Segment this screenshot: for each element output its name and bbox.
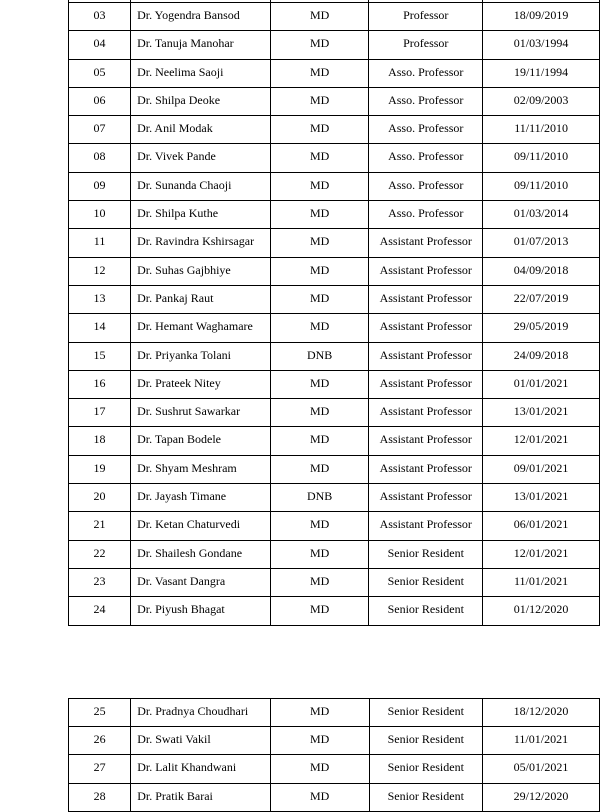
table-row: [69, 727, 600, 755]
table-row: [69, 755, 600, 783]
name-cell: Dr. Lalit Khandwani: [131, 755, 271, 783]
designation-cell: Senior Resident: [369, 699, 482, 727]
table-row: [69, 783, 600, 811]
date-cell: 18/09/2019: [483, 3, 600, 31]
date-cell: 05/01/2021: [482, 755, 599, 783]
name-cell: Dr. Sunanda Chaoji: [131, 172, 271, 200]
table-row: [69, 31, 600, 59]
degree-cell: MD: [270, 116, 369, 144]
serial-number-cell: 07: [69, 116, 131, 144]
degree-cell: MD: [270, 512, 369, 540]
degree-cell: MD: [270, 314, 369, 342]
serial-number-cell: 05: [69, 59, 131, 87]
table-row: [69, 568, 600, 596]
table-row: [69, 540, 600, 568]
serial-number-cell: 08: [69, 144, 131, 172]
degree-cell: MD: [270, 370, 369, 398]
degree-cell: MD: [270, 597, 369, 625]
serial-number-cell: 28: [69, 783, 131, 811]
serial-number-cell: 23: [69, 568, 131, 596]
serial-number-cell: 19: [69, 455, 131, 483]
name-cell: Dr. Yogendra Bansod: [131, 3, 271, 31]
date-cell: 13/01/2021: [483, 484, 600, 512]
degree-cell: MD: [270, 229, 369, 257]
designation-cell: Assistant Professor: [369, 399, 483, 427]
date-cell: 09/11/2010: [483, 144, 600, 172]
name-cell: Dr. Shyam Meshram: [131, 455, 271, 483]
table-row: [69, 87, 600, 115]
name-cell: Dr. Shilpa Deoke: [131, 87, 271, 115]
date-cell: 09/01/2021: [483, 455, 600, 483]
degree-cell: MD: [270, 3, 369, 31]
serial-number-cell: 17: [69, 399, 131, 427]
table-row: [69, 229, 600, 257]
serial-number-cell: 18: [69, 427, 131, 455]
name-cell: Dr. Ravindra Kshirsagar: [131, 229, 271, 257]
name-cell: Dr. Priyanka Tolani: [131, 342, 271, 370]
degree-cell: MD: [270, 172, 369, 200]
degree-cell: MD: [270, 783, 369, 811]
date-cell: 01/12/2020: [483, 597, 600, 625]
serial-number-cell: 25: [69, 699, 131, 727]
designation-cell: Assistant Professor: [369, 370, 483, 398]
name-cell: Dr. Prateek Nitey: [131, 370, 271, 398]
designation-cell: Assistant Professor: [369, 285, 483, 313]
date-cell: 29/12/2020: [482, 783, 599, 811]
designation-cell: Assistant Professor: [369, 257, 483, 285]
name-cell: Dr. Tanuja Manohar: [131, 31, 271, 59]
table-row: [69, 3, 600, 31]
name-cell: Dr. Pratik Barai: [131, 783, 271, 811]
date-cell: 11/01/2021: [482, 727, 599, 755]
degree-cell: MD: [270, 568, 369, 596]
table-row: [69, 484, 600, 512]
name-cell: Dr. Jayash Timane: [131, 484, 271, 512]
name-cell: Dr. Ketan Chaturvedi: [131, 512, 271, 540]
designation-cell: Senior Resident: [369, 755, 482, 783]
serial-number-cell: 12: [69, 257, 131, 285]
designation-cell: Asso. Professor: [369, 201, 483, 229]
date-cell: 11/11/2010: [483, 116, 600, 144]
designation-cell: Asso. Professor: [369, 172, 483, 200]
name-cell: Dr. Anil Modak: [131, 116, 271, 144]
degree-cell: MD: [270, 727, 369, 755]
name-cell: Dr. Suhas Gajbhiye: [131, 257, 271, 285]
date-cell: 19/11/1994: [483, 59, 600, 87]
table-row: [69, 370, 600, 398]
serial-number-cell: 06: [69, 87, 131, 115]
degree-cell: MD: [270, 201, 369, 229]
designation-cell: Assistant Professor: [369, 314, 483, 342]
table-row: [69, 144, 600, 172]
date-cell: 12/01/2021: [483, 540, 600, 568]
degree-cell: DNB: [270, 484, 369, 512]
serial-number-cell: 26: [69, 727, 131, 755]
designation-cell: Asso. Professor: [369, 116, 483, 144]
faculty-table-bottom: [68, 698, 600, 812]
serial-number-cell: 11: [69, 229, 131, 257]
degree-cell: MD: [270, 31, 369, 59]
table-row: [69, 342, 600, 370]
designation-cell: Assistant Professor: [369, 512, 483, 540]
serial-number-cell: 14: [69, 314, 131, 342]
date-cell: 01/01/2021: [483, 370, 600, 398]
designation-cell: Asso. Professor: [369, 87, 483, 115]
name-cell: Dr. Pradnya Choudhari: [131, 699, 271, 727]
name-cell: Dr. Sushrut Sawarkar: [131, 399, 271, 427]
name-cell: Dr. Pankaj Raut: [131, 285, 271, 313]
designation-cell: Assistant Professor: [369, 342, 483, 370]
serial-number-cell: 21: [69, 512, 131, 540]
date-cell: 01/03/2014: [483, 201, 600, 229]
degree-cell: MD: [270, 427, 369, 455]
degree-cell: MD: [270, 699, 369, 727]
serial-number-cell: 09: [69, 172, 131, 200]
name-cell: Dr. Neelima Saoji: [131, 59, 271, 87]
degree-cell: MD: [270, 87, 369, 115]
serial-number-cell: 10: [69, 201, 131, 229]
designation-cell: Assistant Professor: [369, 455, 483, 483]
date-cell: 11/01/2021: [483, 568, 600, 596]
serial-number-cell: 27: [69, 755, 131, 783]
designation-cell: Senior Resident: [369, 568, 483, 596]
serial-number-cell: 03: [69, 3, 131, 31]
table-row: [69, 59, 600, 87]
serial-number-cell: 20: [69, 484, 131, 512]
table-row: [69, 116, 600, 144]
table-row: [69, 314, 600, 342]
designation-cell: Senior Resident: [369, 597, 483, 625]
faculty-table-top: [68, 0, 600, 626]
name-cell: Dr. Shilpa Kuthe: [131, 201, 271, 229]
degree-cell: DNB: [270, 342, 369, 370]
name-cell: Dr. Vasant Dangra: [131, 568, 271, 596]
designation-cell: Asso. Professor: [369, 144, 483, 172]
degree-cell: MD: [270, 285, 369, 313]
serial-number-cell: 13: [69, 285, 131, 313]
date-cell: 18/12/2020: [482, 699, 599, 727]
date-cell: 01/07/2013: [483, 229, 600, 257]
table-row: [69, 699, 600, 727]
table-row: [69, 172, 600, 200]
date-cell: 13/01/2021: [483, 399, 600, 427]
designation-cell: Senior Resident: [369, 540, 483, 568]
designation-cell: Assistant Professor: [369, 427, 483, 455]
name-cell: Dr. Hemant Waghamare: [131, 314, 271, 342]
table-row: [69, 512, 600, 540]
date-cell: 04/09/2018: [483, 257, 600, 285]
table-row: [69, 597, 600, 625]
designation-cell: Assistant Professor: [369, 484, 483, 512]
degree-cell: MD: [270, 399, 369, 427]
date-cell: 24/09/2018: [483, 342, 600, 370]
name-cell: Dr. Tapan Bodele: [131, 427, 271, 455]
designation-cell: Senior Resident: [369, 783, 482, 811]
name-cell: Dr. Vivek Pande: [131, 144, 271, 172]
serial-number-cell: 16: [69, 370, 131, 398]
degree-cell: MD: [270, 455, 369, 483]
designation-cell: Senior Resident: [369, 727, 482, 755]
date-cell: 22/07/2019: [483, 285, 600, 313]
name-cell: Dr. Swati Vakil: [131, 727, 271, 755]
degree-cell: MD: [270, 59, 369, 87]
date-cell: 29/05/2019: [483, 314, 600, 342]
designation-cell: Professor: [369, 3, 483, 31]
name-cell: Dr. Shailesh Gondane: [131, 540, 271, 568]
table-row: [69, 201, 600, 229]
table-row: [69, 257, 600, 285]
designation-cell: Professor: [369, 31, 483, 59]
name-cell: Dr. Piyush Bhagat: [131, 597, 271, 625]
serial-number-cell: 24: [69, 597, 131, 625]
table-row: [69, 427, 600, 455]
table-row: [69, 285, 600, 313]
date-cell: 12/01/2021: [483, 427, 600, 455]
date-cell: 09/11/2010: [483, 172, 600, 200]
designation-cell: Asso. Professor: [369, 59, 483, 87]
serial-number-cell: 04: [69, 31, 131, 59]
date-cell: 06/01/2021: [483, 512, 600, 540]
designation-cell: Assistant Professor: [369, 229, 483, 257]
table-row: [69, 455, 600, 483]
table-row: [69, 399, 600, 427]
serial-number-cell: 15: [69, 342, 131, 370]
degree-cell: MD: [270, 144, 369, 172]
date-cell: 01/03/1994: [483, 31, 600, 59]
degree-cell: MD: [270, 257, 369, 285]
date-cell: 02/09/2003: [483, 87, 600, 115]
serial-number-cell: 22: [69, 540, 131, 568]
degree-cell: MD: [270, 540, 369, 568]
degree-cell: MD: [270, 755, 369, 783]
